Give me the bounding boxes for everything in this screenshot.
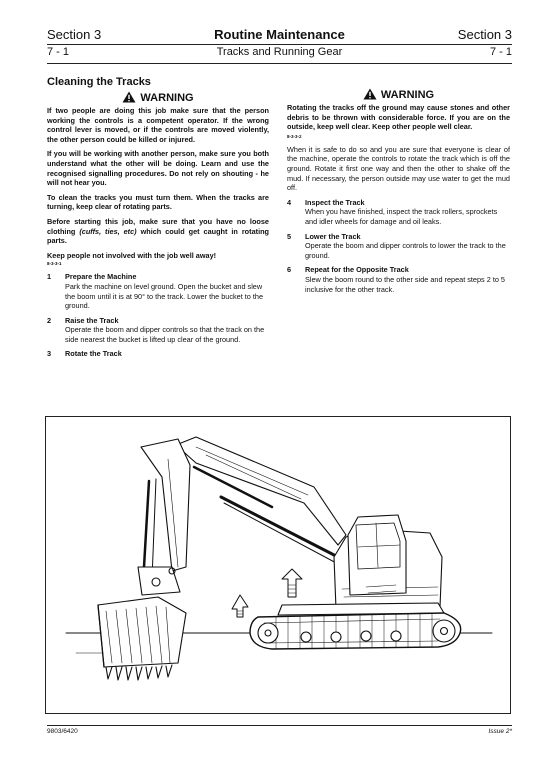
- step-title: Raise the Track: [65, 315, 119, 325]
- warning-title: WARNING: [140, 92, 194, 104]
- step-number: 2: [47, 315, 52, 325]
- clothing-text-b: which could get caught in rotating parts.: [47, 226, 270, 246]
- header-sub: [47, 46, 512, 60]
- illustration-frame: [45, 416, 511, 714]
- section-label-right: Section 3: [457, 27, 512, 42]
- step-title: Rotate the Track: [65, 349, 122, 359]
- header-divider: [47, 44, 512, 45]
- step-number: 3: [47, 349, 52, 359]
- warning-heading: [287, 88, 510, 102]
- step-item: [287, 198, 510, 227]
- step-item: [287, 232, 510, 261]
- warning-heading: [47, 91, 269, 105]
- page-title: Routine Maintenance: [214, 27, 345, 42]
- footer-divider: [47, 725, 512, 726]
- excavator-illustration: [46, 417, 510, 713]
- footer: [47, 728, 512, 740]
- page-subtitle: Tracks and Running Gear: [216, 46, 343, 58]
- warning-triangle-icon: [122, 91, 136, 103]
- left-column: [47, 75, 269, 364]
- warning-text: Rotating the tracks off the ground may cause stones and other debris to be thrown with considerable force. If you are on the outside, keep well clear. Keep other people well clear.: [287, 103, 510, 132]
- step-number: 4: [287, 197, 292, 207]
- reference-code: 8-3-3-1: [47, 261, 62, 267]
- paragraph-keep-away: Keep people not involved with the job well away!: [47, 250, 217, 260]
- reference-code: 8-3-3-2: [287, 133, 302, 139]
- step-number: 5: [287, 231, 292, 241]
- step-item: [47, 316, 269, 345]
- paragraph-signalling: If you will be working with another person, make sure you both understand what the other will be doing. Learn and use the recognised signalling procedures. Do not rely on shouting - he will not hear you.: [47, 149, 269, 188]
- paragraph-loose-clothing: [47, 217, 269, 246]
- warning-triangle-icon: [363, 88, 377, 100]
- step-item: [47, 272, 269, 310]
- paragraph-rotate: When it is safe to do so and you are sure that everyone is clear of the machine, operate the controls to rotate the track which is off the ground. Rotate it first one way and then the other to shake off the mud. If necessary, the person outside may use water to get the mud off.: [287, 144, 510, 193]
- step-title: Lower the Track: [305, 231, 361, 241]
- step-text: Operate the boom and dipper controls so that the track on the side nearest the bucket is lifted up clear of the ground.: [65, 325, 265, 344]
- clothing-text-a: Before starting this job, make sure that you have no loose clothing: [47, 216, 269, 236]
- clothing-text-italic: (cuffs, ties, etc): [79, 226, 137, 236]
- step-number: 1: [47, 272, 52, 282]
- warning-title: WARNING: [380, 89, 435, 101]
- step-item: [287, 265, 510, 294]
- warning-text: If two people are doing this job make sure that the person working the controls is a competent operator. If the wrong control lever is moved, or if the controls are moved violently, the other person could be killed or injured.: [47, 106, 269, 144]
- step-title: Repeat for the Opposite Track: [305, 265, 409, 275]
- step-item: [47, 349, 269, 359]
- step-text: Operate the boom and dipper controls to lower the track to the ground.: [305, 241, 506, 260]
- step-text: Slew the boom round to the other side and repeat steps 2 to 5 inclusive for the other track.: [305, 274, 505, 294]
- step-text: When you have finished, inspect the track rollers, sprockets and idler wheels for damage and oil leaks.: [305, 207, 498, 226]
- right-column: [287, 86, 510, 299]
- step-number: 6: [287, 265, 292, 275]
- paragraph-turn-tracks: To clean the tracks you must turn them. When the tracks are turning, keep clear of rotating parts.: [47, 192, 269, 212]
- step-title: Inspect the Track: [305, 197, 365, 207]
- page-number-left: 7 - 1: [47, 46, 70, 58]
- issue-label: Issue 2*: [488, 728, 512, 735]
- page-number-right: 7 - 1: [489, 46, 512, 58]
- header-top: [47, 27, 512, 45]
- section-heading: Cleaning the Tracks: [47, 76, 151, 88]
- document-number: 9803/6420: [47, 728, 78, 735]
- step-text: Park the machine on level ground. Open the bucket and slew the boom until it is at 90° to the track. Lower the bucket to the ground.: [65, 281, 264, 311]
- section-label-left: Section 3: [47, 27, 102, 42]
- step-title: Prepare the Machine: [65, 272, 137, 282]
- subheader-divider: [47, 63, 512, 64]
